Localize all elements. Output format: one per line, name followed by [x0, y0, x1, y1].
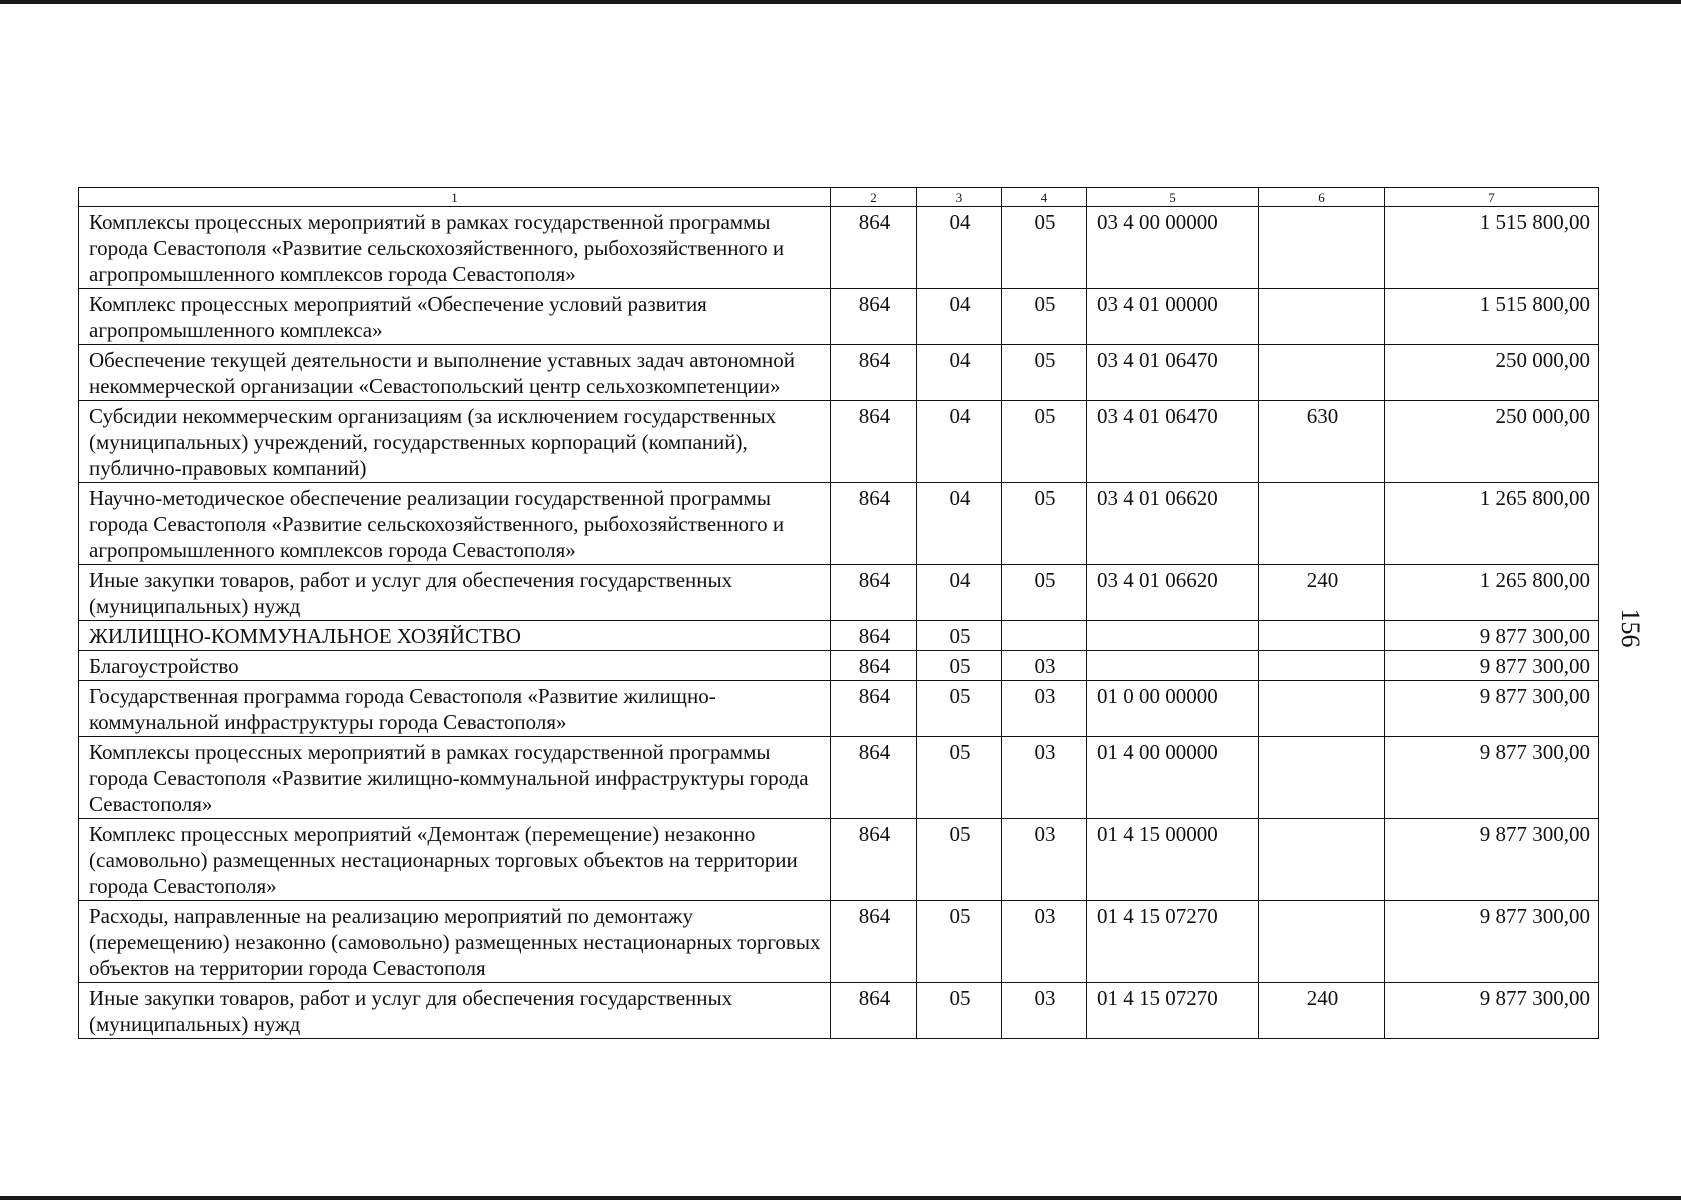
expense-type-cell [1259, 681, 1385, 737]
expense-type-cell [1259, 819, 1385, 901]
column-number-row [79, 188, 1599, 207]
ministry-code-cell: 864 [831, 983, 917, 1039]
expense-name-cell: ЖИЛИЩНО-КОММУНАЛЬНОЕ ХОЗЯЙСТВО [79, 621, 831, 651]
expense-type-cell [1259, 289, 1385, 345]
table-row [79, 819, 1599, 901]
ministry-code-cell: 864 [831, 401, 917, 483]
section-code-cell: 05 [917, 983, 1002, 1039]
amount-cell: 1 515 800,00 [1385, 207, 1599, 289]
column-number-header: 2 [831, 188, 917, 207]
table-row [79, 401, 1599, 483]
expense-type-cell [1259, 483, 1385, 565]
expense-type-cell [1259, 621, 1385, 651]
expense-name-cell: Комплекс процессных мероприятий «Демонтаж (перемещение) незаконно (самовольно) размещенных нестационарных торговых объектов на территории города Севастополя» [79, 819, 831, 901]
column-number-header: 6 [1259, 188, 1385, 207]
target-article-cell: 03 4 00 00000 [1087, 207, 1259, 289]
expense-name-cell: Благоустройство [79, 651, 831, 681]
table-row [79, 983, 1599, 1039]
target-article-cell [1087, 651, 1259, 681]
amount-cell: 9 877 300,00 [1385, 621, 1599, 651]
subsection-code-cell: 05 [1002, 289, 1087, 345]
ministry-code-cell: 864 [831, 207, 917, 289]
subsection-code-cell: 03 [1002, 901, 1087, 983]
amount-cell: 9 877 300,00 [1385, 819, 1599, 901]
ministry-code-cell: 864 [831, 681, 917, 737]
subsection-code-cell [1002, 621, 1087, 651]
amount-cell: 250 000,00 [1385, 401, 1599, 483]
column-number-header: 3 [917, 188, 1002, 207]
ministry-code-cell: 864 [831, 345, 917, 401]
target-article-cell: 01 4 00 00000 [1087, 737, 1259, 819]
section-code-cell: 04 [917, 565, 1002, 621]
amount-cell: 1 515 800,00 [1385, 289, 1599, 345]
amount-cell: 1 265 800,00 [1385, 565, 1599, 621]
target-article-cell: 03 4 01 06620 [1087, 565, 1259, 621]
ministry-code-cell: 864 [831, 621, 917, 651]
target-article-cell: 01 4 15 07270 [1087, 901, 1259, 983]
expense-type-cell [1259, 345, 1385, 401]
target-article-cell: 03 4 01 06470 [1087, 345, 1259, 401]
target-article-cell: 01 4 15 07270 [1087, 983, 1259, 1039]
table-row [79, 901, 1599, 983]
section-code-cell: 05 [917, 901, 1002, 983]
ministry-code-cell: 864 [831, 819, 917, 901]
ministry-code-cell: 864 [831, 737, 917, 819]
column-number-header: 1 [79, 188, 831, 207]
column-number-header: 5 [1087, 188, 1259, 207]
subsection-code-cell: 03 [1002, 983, 1087, 1039]
expense-type-cell: 240 [1259, 565, 1385, 621]
target-article-cell: 03 4 01 06620 [1087, 483, 1259, 565]
column-number-header: 7 [1385, 188, 1599, 207]
target-article-cell [1087, 621, 1259, 651]
scan-edge-bottom [0, 1196, 1681, 1200]
section-code-cell: 05 [917, 621, 1002, 651]
subsection-code-cell: 05 [1002, 207, 1087, 289]
page-number: 156 [1616, 608, 1645, 648]
target-article-cell: 03 4 01 00000 [1087, 289, 1259, 345]
subsection-code-cell: 03 [1002, 681, 1087, 737]
section-code-cell: 04 [917, 345, 1002, 401]
table-row [79, 483, 1599, 565]
amount-cell: 250 000,00 [1385, 345, 1599, 401]
table-row [79, 207, 1599, 289]
target-article-cell: 03 4 01 06470 [1087, 401, 1259, 483]
subsection-code-cell: 05 [1002, 483, 1087, 565]
expense-name-cell: Иные закупки товаров, работ и услуг для обеспечения государственных (муниципальных) нужд [79, 565, 831, 621]
section-code-cell: 05 [917, 651, 1002, 681]
ministry-code-cell: 864 [831, 565, 917, 621]
section-code-cell: 05 [917, 681, 1002, 737]
table-row [79, 565, 1599, 621]
subsection-code-cell: 05 [1002, 565, 1087, 621]
section-code-cell: 05 [917, 737, 1002, 819]
expense-name-cell: Комплексы процессных мероприятий в рамках государственной программы города Севастополя «Развитие сельскохозяйственного, рыбохозяйственного и агропромышленного комплексов города Севастополя» [79, 207, 831, 289]
section-code-cell: 04 [917, 207, 1002, 289]
section-code-cell: 04 [917, 289, 1002, 345]
amount-cell: 1 265 800,00 [1385, 483, 1599, 565]
subsection-code-cell: 03 [1002, 737, 1087, 819]
expense-type-cell [1259, 901, 1385, 983]
expense-type-cell: 240 [1259, 983, 1385, 1039]
ministry-code-cell: 864 [831, 901, 917, 983]
table-row [79, 621, 1599, 651]
expense-name-cell: Комплексы процессных мероприятий в рамках государственной программы города Севастополя «Развитие жилищно-коммунальной инфраструктуры города Севастополя» [79, 737, 831, 819]
ministry-code-cell: 864 [831, 483, 917, 565]
expense-name-cell: Обеспечение текущей деятельности и выполнение уставных задач автономной некоммерческой организации «Севастопольский центр сельхозкомпетенции» [79, 345, 831, 401]
table-row [79, 681, 1599, 737]
subsection-code-cell: 03 [1002, 819, 1087, 901]
expense-name-cell: Иные закупки товаров, работ и услуг для обеспечения государственных (муниципальных) нужд [79, 983, 831, 1039]
expense-name-cell: Научно-методическое обеспечение реализации государственной программы города Севастополя «Развитие сельскохозяйственного, рыбохозяйственного и агропромышленного комплексов города Севастополя» [79, 483, 831, 565]
section-code-cell: 05 [917, 819, 1002, 901]
table-row [79, 651, 1599, 681]
amount-cell: 9 877 300,00 [1385, 737, 1599, 819]
subsection-code-cell: 05 [1002, 401, 1087, 483]
budget-table [78, 187, 1599, 1039]
expense-type-cell [1259, 737, 1385, 819]
section-code-cell: 04 [917, 483, 1002, 565]
table-row [79, 345, 1599, 401]
expense-name-cell: Расходы, направленные на реализацию мероприятий по демонтажу (перемещению) незаконно (самовольно) размещенных нестационарных торговых объектов на территории города Севастополя [79, 901, 831, 983]
subsection-code-cell: 05 [1002, 345, 1087, 401]
amount-cell: 9 877 300,00 [1385, 651, 1599, 681]
expense-type-cell [1259, 651, 1385, 681]
target-article-cell: 01 0 00 00000 [1087, 681, 1259, 737]
expense-name-cell: Комплекс процессных мероприятий «Обеспечение условий развития агропромышленного комплекса» [79, 289, 831, 345]
expense-name-cell: Государственная программа города Севастополя «Развитие жилищно-коммунальной инфраструктуры города Севастополя» [79, 681, 831, 737]
expense-type-cell [1259, 207, 1385, 289]
table-row [79, 737, 1599, 819]
subsection-code-cell: 03 [1002, 651, 1087, 681]
amount-cell: 9 877 300,00 [1385, 901, 1599, 983]
target-article-cell: 01 4 15 00000 [1087, 819, 1259, 901]
table-row [79, 289, 1599, 345]
amount-cell: 9 877 300,00 [1385, 983, 1599, 1039]
section-code-cell: 04 [917, 401, 1002, 483]
amount-cell: 9 877 300,00 [1385, 681, 1599, 737]
scan-edge-top [0, 0, 1681, 4]
expense-type-cell: 630 [1259, 401, 1385, 483]
ministry-code-cell: 864 [831, 289, 917, 345]
expense-name-cell: Субсидии некоммерческим организациям (за исключением государственных (муниципальных) учреждений, государственных корпораций (компаний), публично-правовых компаний) [79, 401, 831, 483]
ministry-code-cell: 864 [831, 651, 917, 681]
column-number-header: 4 [1002, 188, 1087, 207]
